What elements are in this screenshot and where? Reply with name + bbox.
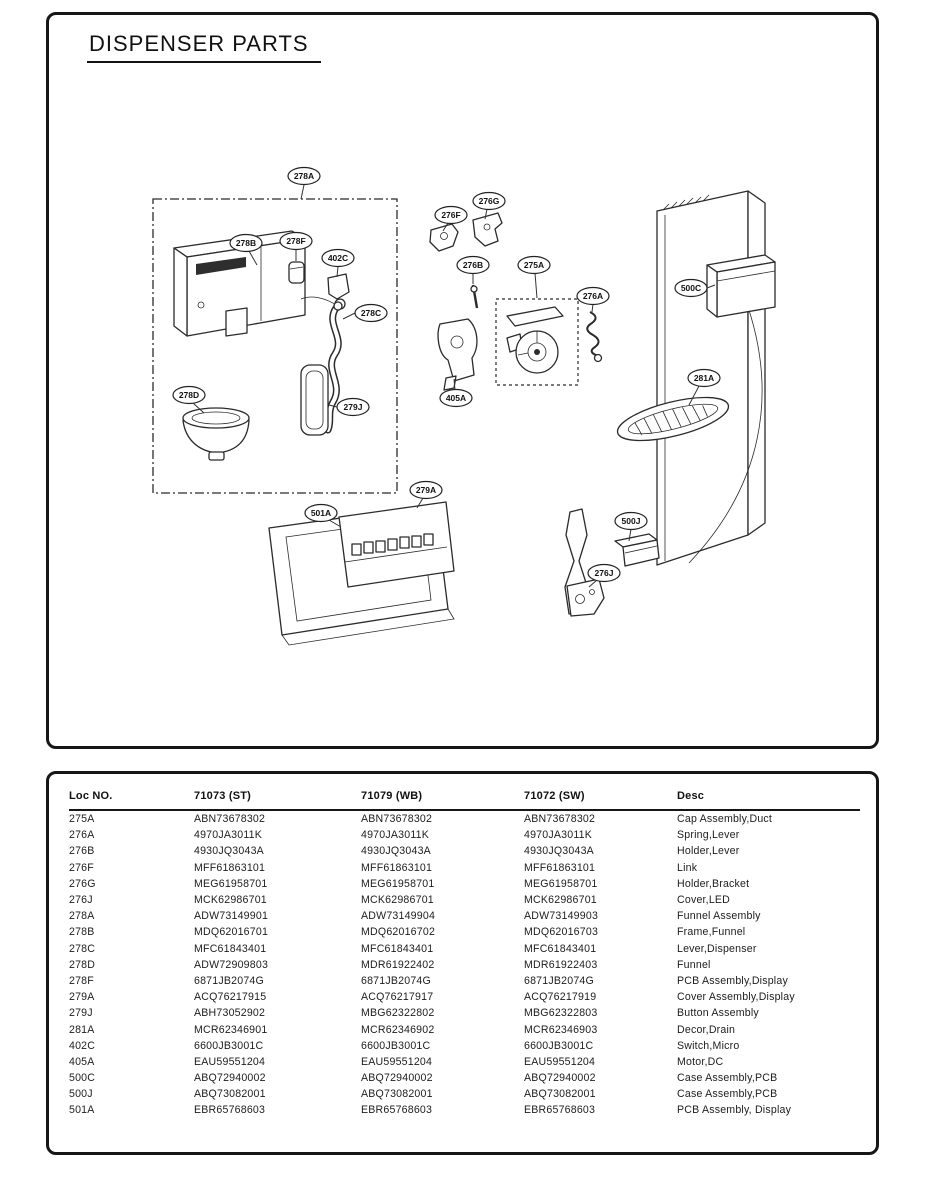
table-cell: Link [677, 861, 698, 874]
table-row [69, 876, 860, 892]
table-cell: Frame,Funnel [677, 926, 746, 939]
table-cell: 501A [69, 1104, 95, 1117]
table-row [69, 1086, 860, 1102]
table-row [69, 941, 860, 957]
table-cell: Lever,Dispenser [677, 942, 757, 955]
table-cell: MCK62986701 [194, 894, 267, 907]
table-cell: 276J [69, 894, 93, 907]
diagram-panel [46, 12, 879, 749]
svg-text:402C: 402C [327, 253, 349, 263]
parts-table-wrap [49, 774, 876, 1152]
table-cell: EAU59551204 [524, 1055, 596, 1068]
table-cell: ADW72909803 [194, 958, 269, 971]
table-cell: MCK62986701 [524, 894, 597, 907]
table-cell: Funnel [677, 958, 711, 971]
table-cell: Holder,Bracket [677, 877, 750, 890]
table-cell: MDQ62016703 [524, 926, 599, 939]
table-row [69, 1021, 860, 1037]
svg-text:276G: 276G [478, 196, 500, 206]
table-cell: MCR62346903 [524, 1023, 598, 1036]
column-header: Loc NO. [69, 786, 194, 810]
svg-text:278D: 278D [178, 390, 200, 400]
table-cell: 4930JQ3043A [524, 845, 594, 858]
table-cell: MFF61863101 [194, 861, 266, 874]
table-cell: 278C [69, 942, 96, 955]
table-row [69, 1054, 860, 1070]
part-holder-lever [471, 285, 477, 308]
table-cell: 275A [69, 813, 95, 826]
table-cell: MFC61843401 [524, 942, 597, 955]
part-button-assembly [301, 365, 328, 435]
table-cell: ABQ72940002 [194, 1072, 266, 1085]
callout-276J [588, 565, 620, 588]
part-funnel [183, 408, 249, 460]
part-link [430, 224, 458, 251]
table-cell: 4970JA3011K [194, 829, 262, 842]
table-cell: 402C [69, 1039, 96, 1052]
svg-text:279J: 279J [343, 402, 363, 412]
column-header: 71073 (ST) [194, 786, 361, 810]
table-cell: Funnel Assembly [677, 910, 761, 923]
table-cell: MDQ62016702 [361, 926, 436, 939]
table-cell: Case Assembly,PCB [677, 1088, 778, 1101]
dispenser-exploded-diagram [49, 15, 876, 746]
svg-text:278B: 278B [235, 238, 257, 248]
table-cell: 278D [69, 958, 96, 971]
callout-278D [173, 387, 205, 414]
callout-278C [343, 305, 387, 322]
table-cell: ABQ73082001 [361, 1088, 433, 1101]
table-row [69, 843, 860, 859]
table-cell: 4930JQ3043A [361, 845, 431, 858]
table-cell: 276F [69, 861, 94, 874]
table-cell: 6871JB2074G [524, 974, 594, 987]
table-cell: ACQ76217919 [524, 991, 597, 1004]
svg-text:276J: 276J [594, 568, 614, 578]
table-cell: 281A [69, 1023, 95, 1036]
table-cell: ABQ73082001 [194, 1088, 266, 1101]
table-cell: 6600JB3001C [194, 1039, 264, 1052]
table-cell: Cover,LED [677, 894, 731, 907]
svg-text:275A: 275A [523, 260, 545, 270]
table-cell: Cover Assembly,Display [677, 991, 795, 1004]
table-cell: ABQ72940002 [524, 1072, 596, 1085]
column-header: 71072 (SW) [524, 786, 677, 810]
svg-text:405A: 405A [445, 393, 467, 403]
table-cell: MCR62346902 [361, 1023, 435, 1036]
table-cell: MEG61958701 [194, 877, 268, 890]
table-cell: 4930JQ3043A [194, 845, 264, 858]
table-cell: MFC61843401 [194, 942, 267, 955]
table-row [69, 810, 860, 827]
table-row [69, 1070, 860, 1086]
table-cell: 279J [69, 1007, 93, 1020]
table-cell: MFF61863101 [361, 861, 433, 874]
table-row [69, 973, 860, 989]
table-cell: EBR65768603 [361, 1104, 433, 1117]
svg-text:279A: 279A [415, 485, 437, 495]
part-pcb-display-small [289, 262, 304, 283]
part-case-pcb-500c [707, 255, 775, 317]
table-cell: 500J [69, 1088, 93, 1101]
table-row [69, 908, 860, 924]
table-cell: MEG61958701 [524, 877, 598, 890]
table-cell: Spring,Lever [677, 829, 740, 842]
table-cell: MDR61922402 [361, 958, 435, 971]
parts-table-body [69, 810, 860, 1119]
table-cell: MFF61863101 [524, 861, 596, 874]
table-cell: ABH73052902 [194, 1007, 266, 1020]
parts-table-header-row [69, 786, 860, 810]
parts-table-panel [46, 771, 879, 1155]
table-cell: 405A [69, 1055, 95, 1068]
table-cell: EAU59551204 [361, 1055, 433, 1068]
table-cell: Holder,Lever [677, 845, 740, 858]
table-cell: MCR62346901 [194, 1023, 268, 1036]
table-row [69, 892, 860, 908]
svg-text:276F: 276F [441, 210, 461, 220]
table-cell: EAU59551204 [194, 1055, 266, 1068]
table-cell: MBG62322802 [361, 1007, 435, 1020]
table-row [69, 827, 860, 843]
svg-text:278C: 278C [360, 308, 382, 318]
part-cover-led [567, 579, 604, 616]
page-title: DISPENSER PARTS [87, 31, 321, 63]
table-cell: ABN73678302 [361, 813, 433, 826]
table-cell: Case Assembly,PCB [677, 1072, 778, 1085]
table-cell: ADW73149903 [524, 910, 599, 923]
table-cell: 278B [69, 926, 95, 939]
table-cell: 279A [69, 991, 95, 1004]
table-cell: ABQ72940002 [361, 1072, 433, 1085]
svg-text:276B: 276B [462, 260, 484, 270]
svg-text:276A: 276A [582, 291, 604, 301]
callout-276A [577, 288, 609, 313]
callout-275A [518, 257, 550, 299]
table-row [69, 957, 860, 973]
table-cell: Decor,Drain [677, 1023, 736, 1036]
table-cell: Switch,Micro [677, 1039, 740, 1052]
table-cell: ABN73678302 [194, 813, 266, 826]
part-pcb-display [339, 502, 454, 587]
table-cell: ADW73149901 [194, 910, 269, 923]
table-row [69, 860, 860, 876]
parts-table-head [69, 786, 860, 810]
table-row [69, 924, 860, 940]
table-cell: Motor,DC [677, 1055, 724, 1068]
table-cell: ACQ76217917 [361, 991, 434, 1004]
column-header: Desc [677, 786, 860, 810]
table-cell: 276A [69, 829, 95, 842]
table-cell: MDQ62016701 [194, 926, 269, 939]
svg-text:281A: 281A [693, 373, 715, 383]
table-cell: ABQ73082001 [524, 1088, 596, 1101]
table-cell: 276B [69, 845, 95, 858]
part-case-pcb-500j [615, 534, 659, 566]
table-cell: MDR61922403 [524, 958, 598, 971]
parts-table [69, 786, 860, 1119]
table-cell: ACQ76217915 [194, 991, 267, 1004]
callout-402C [322, 250, 354, 278]
table-cell: Cap Assembly,Duct [677, 813, 773, 826]
table-row [69, 1005, 860, 1021]
table-cell: MEG61958701 [361, 877, 435, 890]
part-spring-lever [587, 312, 601, 362]
table-cell: EBR65768603 [194, 1104, 266, 1117]
table-cell: EBR65768603 [524, 1104, 596, 1117]
table-cell: 278A [69, 910, 95, 923]
table-cell: Button Assembly [677, 1007, 759, 1020]
table-cell: ADW73149904 [361, 910, 436, 923]
table-cell: PCB Assembly,Display [677, 974, 788, 987]
part-motor-dc [438, 319, 477, 390]
svg-text:278A: 278A [293, 171, 315, 181]
table-cell: MFC61843401 [361, 942, 434, 955]
part-holder-bracket [473, 213, 502, 246]
callout-278A [288, 168, 320, 200]
table-cell: 6871JB2074G [361, 974, 431, 987]
column-header: 71079 (WB) [361, 786, 524, 810]
table-row [69, 1038, 860, 1054]
table-cell: 276G [69, 877, 96, 890]
table-cell: PCB Assembly, Display [677, 1104, 792, 1117]
svg-text:500C: 500C [680, 283, 702, 293]
table-cell: 4970JA3011K [361, 829, 429, 842]
table-cell: MCK62986701 [361, 894, 434, 907]
svg-text:501A: 501A [310, 508, 332, 518]
table-cell: 6600JB3001C [361, 1039, 431, 1052]
table-cell: 4970JA3011K [524, 829, 592, 842]
svg-text:278F: 278F [286, 236, 306, 246]
table-row [69, 1102, 860, 1118]
table-cell: 6600JB3001C [524, 1039, 594, 1052]
table-cell: 500C [69, 1072, 96, 1085]
part-cap-assembly-duct [496, 299, 578, 385]
table-cell: 278F [69, 974, 94, 987]
table-cell: MBG62322803 [524, 1007, 598, 1020]
callout-276B [457, 257, 489, 285]
table-row [69, 989, 860, 1005]
table-cell: ABN73678302 [524, 813, 596, 826]
table-cell: 6871JB2074G [194, 974, 264, 987]
svg-text:500J: 500J [621, 516, 641, 526]
